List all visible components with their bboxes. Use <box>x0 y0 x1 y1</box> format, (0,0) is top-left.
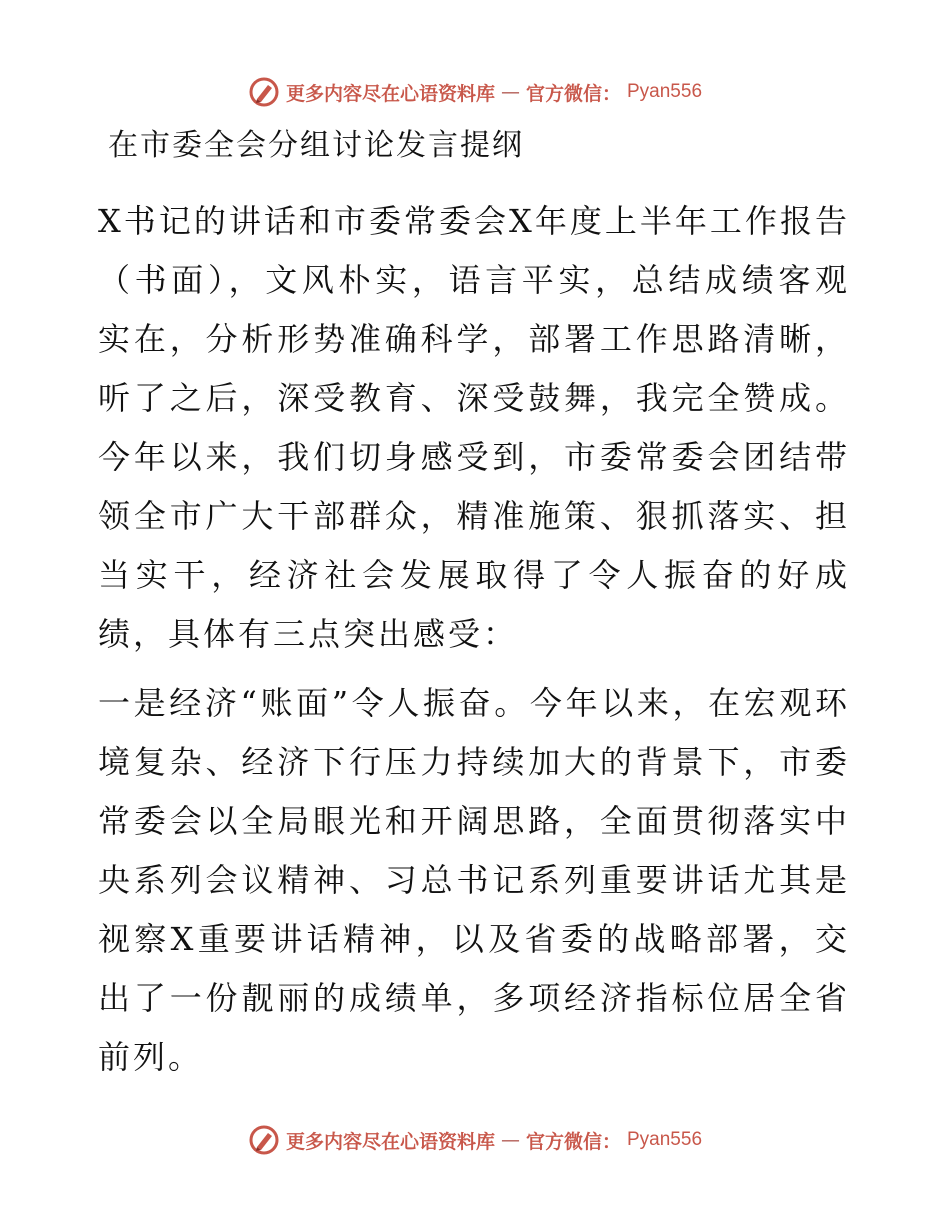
watermark-text: 更多内容尽在心语资料库 <box>285 82 495 105</box>
watermark-wechat-label: 官方微信： <box>525 1130 621 1153</box>
document-title: 在市委全会分组讨论发言提纲 <box>108 128 524 163</box>
watermark-wechat-id: Pyan556 <box>627 1129 703 1150</box>
paragraph-2: 一是经济“账面”令人振奋。今年以来，在宏观环境复杂、经济下行压力持续加大的背景下，市委常委会以全局眼光和开阔思路，全面贯彻落实中央系列会议精神、习总书记系列重要讲话尤其是视察X重要讲话精神，以及省委的战略部署，交出了一份靓丽的成绩单，多项经济指标位居全省前列。 <box>98 684 850 1076</box>
pen-logo-icon <box>248 76 280 108</box>
pen-logo-icon <box>248 1124 280 1156</box>
watermark-wechat-id: Pyan556 <box>627 81 703 102</box>
watermark-separator: — <box>500 81 520 103</box>
watermark-text: 更多内容尽在心语资料库 <box>285 1130 495 1153</box>
watermark-separator: — <box>500 1129 520 1151</box>
paragraph-1: X书记的讲话和市委常委会X年度上半年工作报告（书面），文风朴实，语言平实，总结成绩客观实在，分析形势准确科学，部署工作思路清晰，听了之后，深受教育、深受鼓舞，我完全赞成。今年以来，我们切身感受到，市委常委会团结带领全市广大干部群众，精准施策、狠抓落实、担当实干，经济社会发展取得了令人振奋的好成绩，具体有三点突出感受： <box>98 202 850 653</box>
watermark-header <box>0 72 950 112</box>
watermark-footer <box>0 1120 950 1160</box>
watermark-wechat-label: 官方微信： <box>525 82 621 105</box>
